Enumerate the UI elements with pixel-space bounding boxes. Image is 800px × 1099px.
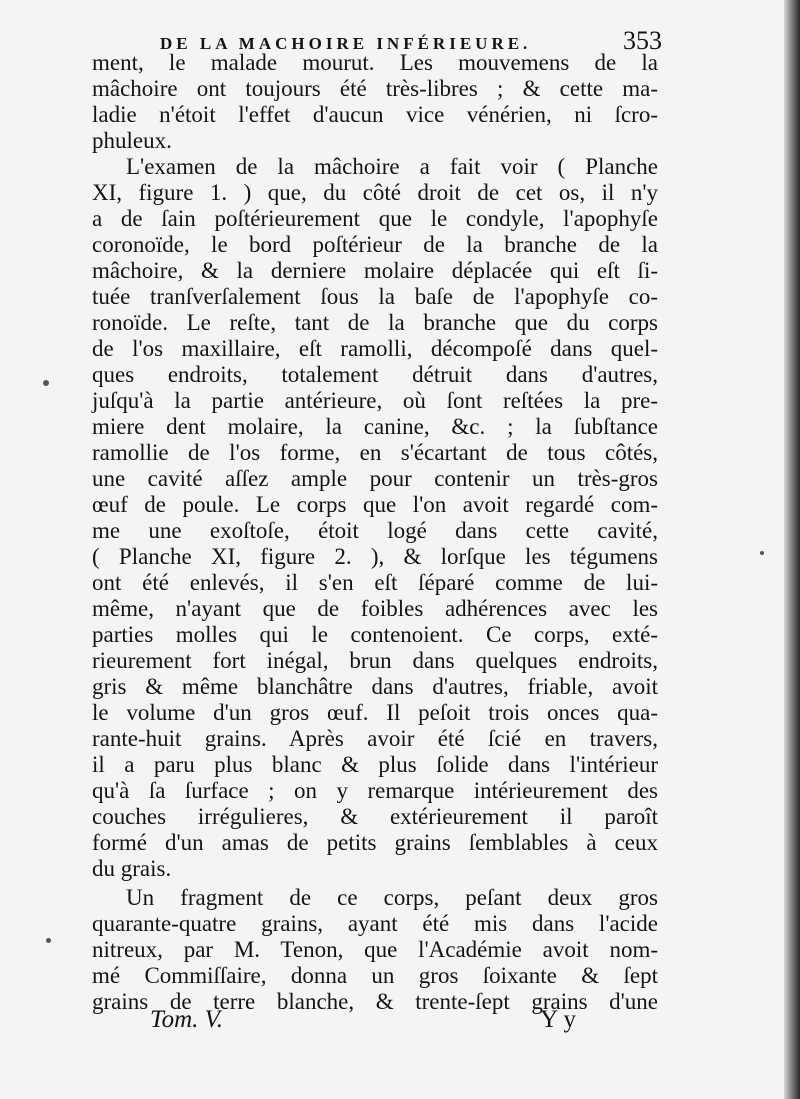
running-title: DE LA MACHOIRE INFÉRIEURE.: [160, 34, 532, 53]
paragraph-start-line: L'examen de la mâchoire a fait voir ( Planche: [126, 154, 658, 179]
text-line: ramollie de l'os forme, en s'écartant de tous côtés,: [92, 440, 658, 465]
text-line: tuée tranſverſalement ſous la baſe de l'apophyſe co-: [92, 284, 658, 309]
page-edge-shadow: [784, 0, 800, 1099]
text-line: ment, le malade mourut. Les mouvemens de la: [92, 50, 658, 75]
text-line: une cavité aſſez ample pour contenir un très-gros: [92, 466, 658, 491]
text-line: couches irrégulieres, & extérieurement il paroît: [92, 804, 658, 829]
text-line: ques endroits, totalement détruit dans d'autres,: [92, 362, 658, 387]
ink-speck: [760, 551, 764, 555]
text-line: a de ſain poſtérieurement que le condyle, l'apophyſe: [92, 206, 658, 231]
text-line: œuf de poule. Le corps que l'on avoit regardé com-: [92, 492, 658, 517]
text-line: juſqu'à la partie antérieure, où ſont reſtées la pre-: [92, 388, 658, 413]
page-footer: [150, 1006, 576, 1038]
text-line: ont été enlevés, il s'en eſt ſéparé comme de lui-: [92, 570, 658, 595]
ink-speck: [46, 938, 51, 943]
text-line: de l'os maxillaire, eſt ramolli, décompoſé dans quel-: [92, 336, 658, 361]
text-line: nitreux, par M. Tenon, que l'Académie avoit nom-: [92, 937, 658, 962]
text-line: rante-huit grains. Après avoir été ſcié en travers,: [92, 726, 658, 751]
text-line: qu'à ſa ſurface ; on y remarque intérieurement des: [92, 778, 658, 803]
text-line: phuleux.: [92, 128, 172, 153]
text-line: gris & même blanchâtre dans d'autres, friable, avoit: [92, 674, 658, 699]
text-line: me une exoſtoſe, étoit logé dans cette cavité,: [92, 518, 658, 543]
page-number: 353: [623, 26, 662, 55]
text-line: ladie n'étoit l'effet d'aucun vice vénérien, ni ſcro-: [92, 102, 658, 127]
text-line: du grais.: [92, 856, 172, 881]
text-line: quarante-quatre grains, ayant été mis dans l'acide: [92, 911, 658, 936]
signature-mark: Y y: [540, 1006, 576, 1033]
text-line: même, n'ayant que de foibles adhérences avec les: [92, 596, 658, 621]
text-line: parties molles qui le contenoient. Ce corps, exté-: [92, 622, 658, 647]
body-text: [92, 50, 658, 1015]
text-line: rieurement fort inégal, brun dans quelques endroits,: [92, 648, 658, 673]
text-line: miere dent molaire, la canine, &c. ; la ſubſtance: [92, 414, 658, 439]
text-line: grains de terre blanche, & trente-ſept grains d'une: [92, 989, 658, 1014]
text-line: mâchoire ont toujours été très-libres ; & cette ma-: [92, 76, 658, 101]
text-line: coronoïde, le bord poſtérieur de la branche de la: [92, 232, 658, 257]
ink-speck: [43, 380, 49, 386]
text-line: il a paru plus blanc & plus ſolide dans l'intérieur: [92, 752, 658, 777]
volume-marker: Tom. V.: [150, 1006, 223, 1033]
paragraph-start-line: Un fragment de ce corps, peſant deux gros: [126, 885, 658, 910]
text-line: mâchoire, & la derniere molaire déplacée qui eſt ſi-: [92, 258, 658, 283]
text-line: le volume d'un gros œuf. Il peſoit trois onces qua-: [92, 700, 658, 725]
text-line: ( Planche XI, figure 2. ), & lorſque les tégumens: [92, 544, 658, 569]
text-line: formé d'un amas de petits grains ſemblables à ceux: [92, 830, 658, 855]
text-line: mé Commiſſaire, donna un gros ſoixante & ſept: [92, 963, 658, 988]
text-line: XI, figure 1. ) que, du côté droit de cet os, il n'y: [92, 180, 658, 205]
text-line: ronoïde. Le reſte, tant de la branche que du corps: [92, 310, 658, 335]
